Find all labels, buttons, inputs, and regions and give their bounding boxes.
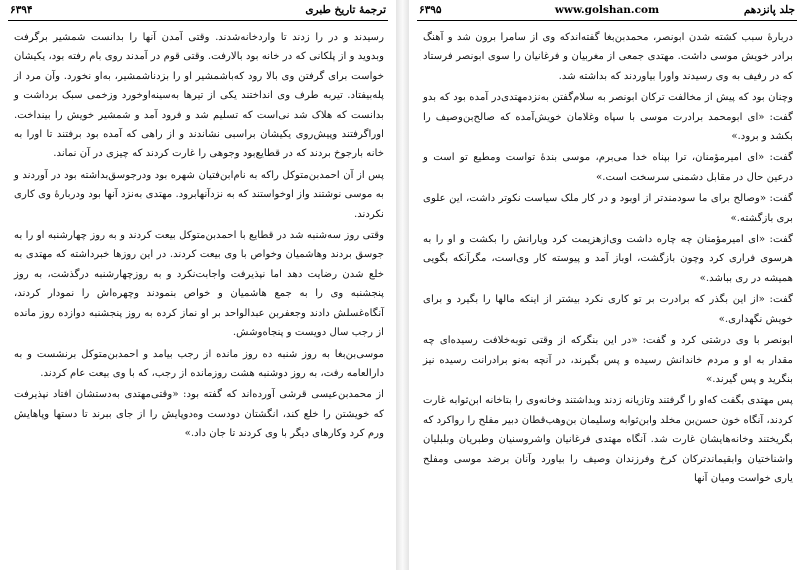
paragraph: وقتی روز سه‌شنبه شد در قطایع با احمدبن‌متوکل بیعت کردند و به روز چهارشنبه او را به جوسق بردند وهاشمیان وخواص با وی بیعت کردند. در این روزها خبرداشته که مهتدی به خلع شدن رضایت دهد اما نپذیرفت واجابت‌نکرد و به روزچهارشنبه درگذشت، به روز پنجشنبه وی را به جمع هاشمیان و خواص بنمودند وچهره‌اش را نمودار کردند، آنگاه‌غسلش دادند وجعفربن عبدالواحد بر او نماز کرده به روز پنجشنبه دوازده روز مانده از رجب سال دویست و پنجاه‌و‌شش. [14, 230, 384, 339]
paragraph: وچنان بود که پیش از مخالفت ترکان ابونصر به سلام‌گفتن به‌نزدمهتدی‌در آمده بود که بدو گفت: «ای ابومحمد برادرت موسی با سپاه وغلامان خویش‌آمده که صالح‌بن‌وصیف را بکشد و برود.» [423, 92, 793, 143]
right-page [409, 0, 805, 570]
book-gutter [396, 0, 409, 570]
paragraph: دربارهٔ سبب کشته شدن ابونصر، محمدبن‌بغا گفته‌اندکه وی از سامرا برون شد و آهنگ برادر خویش موسی داشت. مهتدی جمعی از مغربیان و فرغانیان را سوی ابونصر فرستاد که در رفیف به وی رسیدند واورا بیاوردند که بداشته شد. [423, 32, 793, 82]
paragraph: گفت: «از این بگذر که برادرت بر تو کاری نکرد بیشتر از اینکه مالها را بگیرد و برای خویش نگهداری.» [423, 294, 793, 325]
left-page [0, 0, 396, 570]
paragraph: پس از آن احمدبن‌متوکل راکه به نام‌ابن‌فتیان شهره بود ودرجوسق‌بداشته بود در آوردند و به موسی نوشتند واز اوخواستند که به نزدآنهابرود. مهتدی به‌نزد آنها بود ودربارهٔ وی کاری نکردند. [14, 169, 384, 220]
paragraph: گفت: «ای امیرمؤمنان، ترا بپناه خدا می‌برم، موسی بندهٔ تواست ومطیع تو است و درعین حال در مقابل دشمنی سرسخت است.» [423, 152, 793, 183]
paragraph: ابونصر با وی درشتی کرد و گفت: «در این بنگرکه از وقتی توبه‌خلافت رسیده‌ای چه مقدار به او و مردم خاندانش رسیده و پس بگیرند، در آنچه به‌نو برادرانت رسیده نیز بنگرید و پس گیرند.» [423, 335, 793, 385]
paragraph: گفت: «ای امیرمؤمنان چه چاره داشت وی‌ازهزیمت کرد ویارانش را بکشت و او را به هرسوی فراری کرد وچون بازگشت، اوباز آمد و پیوسته کار وی‌است، مگرآنکه بگویی همیشه در ری بباشد.» [423, 234, 793, 284]
left-page-body [14, 28, 384, 570]
paragraph: موسی‌بن‌بغا به روز شنبه ده روز مانده از رجب بیامد و احمدبن‌متوکل برنشست و به دارالعامه رفت، به روز دوشنبه هشت روزمانده از رجب، که با وی بیعت عام کردند. [14, 348, 384, 379]
paragraph: پس مهتدی بگفت که‌او را گرفتند وتازیانه زدند وبداشتند وخانه‌وی را بتاخانه ابن‌ثوابه غارت کردند، آنگاه خون حسن‌بن مخلد وابن‌ثوابه وسلیمان بن‌وهب‌قطان دبیر مفلح را رواکرد که بگریختند وخانه‌هایشان غارت شد. آنگاه مهتدی فرغانیان واشروسنیان وطبریان وبلبلیان واشناختیان وابقیماندترکان کرخ وفرزندان وصیف را بیاورد وآنان برضد موسی ومفلح یاری خواست ومیان آنها [423, 395, 793, 484]
left-page-header [8, 2, 388, 21]
paragraph: از محمدبن‌عیسی قرشی آورده‌اند که گفته بود: «وقتی‌مهتدی به‌دستشان افتاد نپذیرفت که خویشتن را خلع کند، انگشتان دودست وه‌دوپایش را از جای ببرند تا دستها وپاهایش ورم کرد وکارهای دیگر با وی کردند تا جان داد.» [14, 389, 384, 440]
right-page-number: ۶۳۹۵ [419, 4, 442, 16]
left-page-number: ۶۳۹۴ [10, 4, 33, 16]
website-url[interactable]: www.golshan.com [554, 4, 660, 16]
right-page-header [417, 2, 797, 21]
right-page-body [423, 28, 793, 570]
left-page-book-title: ترجمهٔ تاریخ طبری [305, 4, 386, 16]
paragraph: رسیدند و در را زدند تا واردخانه‌شدند. وقتی آمدن آنها را بدانست شمشیر برگرفت وبدوید و از پلکانی که در خانه بود بالارفت. وقتی قوم در آمدند روی بام رفته بود، یکیشان خواست برای گرفتن وی بالا رود که‌باشمشیر او را بزد‌ناشمشیر، به‌او نخورد. وآن مرد از پله‌بیفتاد. تیربه طرف وی انداختند یکی از تیرها به‌سینه‌ا‌وخورد وزخمی سبک برداشت و بدانست که هلاک شد نی‌است که تسلیم شد و فرود آمد و شمشیر خویش را بینداخت. اوراگرفتند وپیش‌روی یکیشان براسبی نشاندند و از راهی که آمده بود برفتند تا اورا به خانه بارجوخ بردند که در قطایع‌بود وجوهی را غارت کردند که چیزی در آن نماند. [14, 32, 384, 160]
paragraph: گفت: «وصالح برای ما سودمندتر از اوبود و در کار ملک سیاست نکوتر داشت، این علوی بری بازگشته.» [423, 193, 793, 224]
volume-label: جلد پانزدهم [743, 4, 795, 16]
